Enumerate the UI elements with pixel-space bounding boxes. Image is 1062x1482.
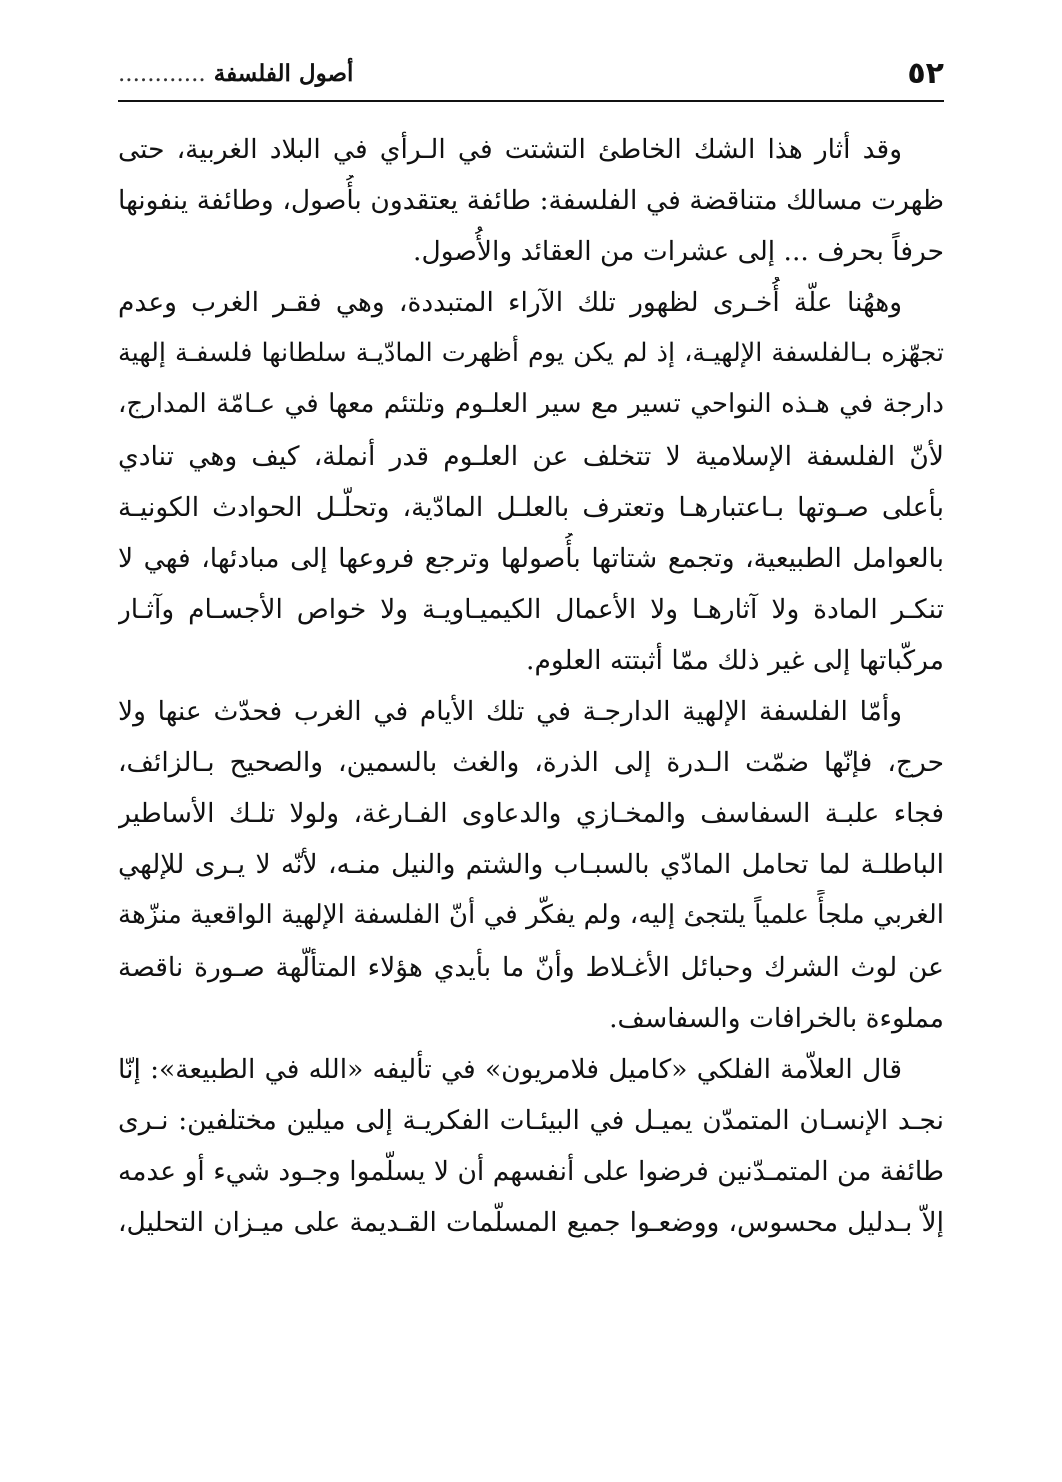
text-line: عن لوث الشرك وحبائل الأغـلاط وأنّ ما بأيدي هؤلاء المتألّهة صـورة ناقصة — [118, 951, 944, 983]
text-line: بالعوامل الطبيعية، وتجمع شتاتها بأُصولها وترجع فروعها إلى مبادئها، فهي لا — [118, 542, 944, 574]
text-line: الغربي ملجأً علمياً يلتجئ إليه، ولم يفكّر في أنّ الفلسفة الإلهية الواقعية منزّهة — [118, 900, 944, 931]
paragraph-2 — [118, 277, 944, 686]
text-line: طائفة من المتمـدّنين فرضوا على أنفسهم أن لا يسلّموا وجـود شيء أو عدمه — [118, 1155, 944, 1187]
paragraph-4 — [118, 1044, 944, 1248]
text-line: بأعلى صـوتها بـاعتبارهـا وتعترف بالعلـل المادّية، وتحلّـل الحوادث الكونيـة — [118, 491, 944, 523]
leader-dots: ............ — [118, 61, 206, 87]
text-line: وههُنا علّة أُخـرى لظهور تلك الآراء المتبددة، وهي فقـر الغرب وعدم — [118, 287, 902, 319]
text-line: فجاء علبـة السفاسف والمخـازي والدعاوى الفـارغة، ولولا تلـك الأساطير — [118, 798, 944, 830]
running-title-text: أصول الفلسفة — [213, 60, 354, 87]
text-line: تنكـر المادة ولا آثارهـا ولا الأعمال الكيميـاويـة ولا خواص الأجسـام وآثـار — [118, 593, 944, 625]
text-line: حرفاً بحرف ... إلى عشرات من العقائد والأُصول. — [413, 236, 944, 268]
text-line: الباطلـة لما تحامل المادّي بالسبـاب والشتم والنيل منـه، لأنّه لا يـرى للإلهي — [118, 849, 944, 881]
text-line: تجهّزه بـالفلسفة الإلهيـة، إذ لم يكن يوم أظهرت المادّيـة سلطانها فلسفـة إلهية — [118, 338, 944, 369]
header-rule — [118, 100, 944, 102]
page-header — [118, 52, 944, 96]
body-text — [118, 124, 944, 1248]
page-number: ٥٢ — [907, 56, 944, 91]
text-line: قال العلاّمة الفلكي «كاميل فلامريون» في تأليفه «الله في الطبيعة»: إنّا — [118, 1053, 902, 1085]
text-line: وأمّا الفلسفة الإلهية الدارجـة في تلك الأيام في الغرب فحدّث عنها ولا — [118, 696, 902, 728]
text-line: لأنّ الفلسفة الإسلامية لا تتخلف عن العلـوم قدر أنملة، كيف وهي تنادي — [118, 440, 944, 472]
running-title — [118, 52, 353, 96]
text-line: حرج، فإنّها ضمّت الـدرة إلى الذرة، والغث بالسمين، والصحيح بـالزائف، — [118, 747, 944, 779]
text-line: نجـد الإنسـان المتمدّن يميـل في البيئـات الفكريـة إلى ميلين مختلفين: نـرى — [118, 1104, 944, 1136]
text-line: ظهرت مسالك متناقضة في الفلسفة: طائفة يعتقدون بأُصول، وطائفة ينفونها — [118, 185, 944, 217]
text-line: دارجة في هـذه النواحي تسير مع سير العلـوم وتلتئم معها في عـامّة المدارج، — [118, 389, 944, 420]
paragraph-3 — [118, 686, 944, 1044]
text-line: مملوءة بالخرافات والسفاسف. — [609, 1002, 944, 1034]
paragraph-1 — [118, 124, 944, 277]
text-line: إلاّ بـدليل محسوس، ووضعـوا جميع المسلّمات القـديمة على ميـزان التحليل، — [118, 1206, 944, 1238]
text-line: مركّباتها إلى غير ذلك ممّا أثبتته العلوم. — [526, 644, 944, 676]
text-line: وقد أثار هذا الشك الخاطئ التشتت في الـرأي في البلاد الغربية، حتى — [118, 134, 902, 165]
